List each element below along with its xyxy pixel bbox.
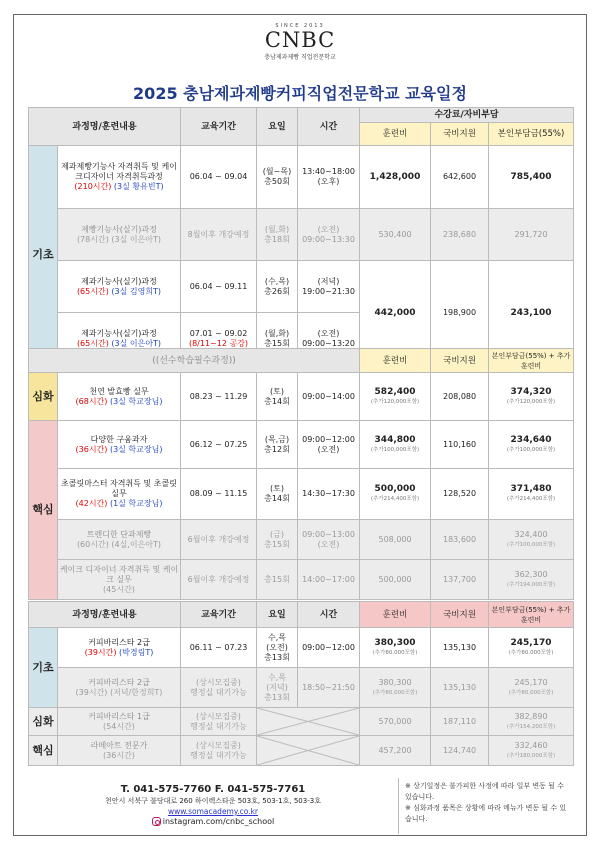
self-pay: 785,400 — [489, 146, 574, 209]
gov-support: 187,110 — [431, 708, 489, 736]
header-gov-support: 국비지원 — [431, 349, 489, 373]
self-note: (추가120,000포함) — [506, 398, 556, 405]
course-hours: (42시간) — [75, 499, 108, 508]
time-note: (오전) — [317, 444, 340, 454]
empty-cell — [257, 736, 360, 766]
website-link[interactable]: www.somacademy.co.kr — [167, 807, 259, 816]
course-time — [298, 146, 360, 209]
course-hours: (65시간) — [76, 338, 109, 348]
header-days: 요일 — [257, 602, 298, 628]
course-period: 6월이후 개강예정 — [181, 560, 257, 600]
course-days — [257, 421, 298, 469]
notice-box — [398, 778, 573, 834]
course-room: (3실 학교장님) — [109, 444, 163, 454]
course-room: (3실 황유빈T) — [113, 182, 164, 191]
instagram-handle: instagram.com/cnbc_school — [162, 817, 275, 826]
self-value: 324,400 — [514, 529, 548, 539]
notice-1: ※ 상기일정은 불가피한 사정에 따라 일부 변동 될 수 있습니다. — [405, 782, 564, 801]
gov-support: 642,600 — [431, 146, 489, 209]
header-self-pay: 본인부담금(55%) + 추가훈련비 — [489, 349, 574, 373]
course-period: 06.11 ~ 07.23 — [181, 628, 257, 668]
instagram-icon — [152, 817, 161, 826]
time-text: 13:40~18:00 — [302, 167, 355, 176]
fee-value: 380,300 — [378, 677, 412, 687]
notice-2: ※ 심화과정 품목은 상황에 따라 메뉴가 변동 될 수 있습니다. — [405, 804, 567, 823]
training-fee — [360, 373, 431, 421]
course-days — [257, 668, 298, 708]
header-self-pay: 본인부담금(55%) — [489, 123, 574, 146]
fee-note: (추가100,000포함) — [370, 446, 420, 453]
coffee-course-table — [28, 601, 574, 766]
count-text: 총12회 — [264, 444, 290, 454]
training-fee — [360, 668, 431, 708]
footer — [28, 778, 573, 834]
course-name: 커피바리스타 2급 — [88, 677, 150, 687]
time-text: 09:00~13:00 — [302, 529, 355, 539]
course-room: (1실 학교장님) — [109, 499, 163, 508]
days-note: (저녁) — [266, 682, 288, 692]
course-sub: (78시간) (3실 이은아T) — [76, 234, 162, 244]
days-text: (월~목) — [262, 167, 292, 176]
school-logo — [14, 23, 586, 61]
count-text: 총13회 — [264, 692, 290, 702]
course-sub: (36시간) — [103, 750, 135, 760]
gov-support: 198,900 — [431, 261, 489, 365]
gov-support: 135,130 — [431, 668, 489, 708]
count-text: 총14회 — [264, 494, 290, 503]
training-fee — [360, 421, 431, 469]
time-note: 09:00~13:20 — [302, 338, 355, 348]
fee-value: 344,800 — [374, 434, 416, 445]
course-days — [257, 469, 298, 520]
count-text: 총15회 — [264, 539, 290, 549]
training-fee — [360, 628, 431, 668]
header-fee-group: 수강료/자비부담 — [360, 108, 574, 123]
gov-support: 238,680 — [431, 209, 489, 261]
course-name: 제과제빵기능사 자격취득 및 케이크디자이너 자격취득과정 — [61, 162, 177, 181]
course-hours: (65시간) — [76, 286, 109, 296]
page-title: 2025 충남제과제빵커피직업전문학교 교육일정 — [133, 84, 467, 103]
period-note: (8/11~12 공강) — [188, 338, 249, 348]
course-sub: (45시간) — [103, 584, 135, 594]
self-value: 245,170 — [514, 677, 548, 687]
self-value: 362,300 — [514, 569, 548, 579]
self-note: (추가80,000포함) — [508, 649, 554, 656]
course-hours: (210시간) — [74, 182, 112, 191]
course-name: 제과기능사(실기)과정 — [81, 328, 157, 338]
cross-out-mark — [257, 708, 359, 735]
self-value: 374,320 — [510, 386, 552, 397]
level-advanced: 심화 — [29, 708, 58, 736]
header-training-fee: 훈련비 — [360, 602, 431, 628]
course-days: 총15회 — [257, 560, 298, 600]
level-basic: 기초 — [29, 628, 58, 708]
period-text: 07.01 ~ 09.02 — [189, 328, 248, 338]
level-core: 핵심 — [29, 421, 58, 600]
self-note: (추가154,200포함) — [506, 723, 556, 730]
gov-support: 137,700 — [431, 560, 489, 600]
days-text: (토) — [270, 484, 284, 493]
training-fee: 457,200 — [360, 736, 431, 766]
self-note: (추가100,000포함) — [506, 446, 556, 453]
time-text: (오전) — [317, 328, 340, 338]
self-note: (추가194,000포함) — [506, 581, 556, 588]
days-text: 수,목 — [268, 632, 286, 642]
schedule-sheet — [13, 14, 587, 836]
self-note: (추가180,000포함) — [506, 752, 556, 759]
basic-course-table — [28, 107, 574, 365]
header-time: 시간 — [298, 602, 360, 628]
period-note: 행정실 대기가능 — [190, 721, 247, 731]
logo-subtitle: 충남제과제빵 직업전문학교 — [264, 54, 336, 61]
self-pay: 243,100 — [489, 261, 574, 365]
course-time: 14:00~17:00 — [298, 560, 360, 600]
time-note: (오후) — [317, 177, 340, 186]
course-room: (3실 김영희T) — [111, 286, 162, 296]
gov-support: 110,160 — [431, 421, 489, 469]
period-note: 행정실 대기가능 — [190, 687, 247, 697]
training-fee: 442,000 — [360, 261, 431, 365]
section-prerequisite: ((선수학습필수과정)) — [29, 349, 360, 373]
self-note: (추가80,000포함) — [508, 689, 554, 696]
course-name: 제빵기능사(실기)과정 — [81, 224, 157, 234]
time-text: (저녁) — [317, 276, 340, 286]
fee-value: 380,300 — [374, 637, 416, 648]
course-period: 08.09 ~ 11.15 — [181, 469, 257, 520]
count-text: 총18회 — [264, 234, 290, 244]
course-period: 6월이후 개강예정 — [181, 520, 257, 560]
course-hours: (39시간) — [84, 647, 117, 657]
course-days — [257, 261, 298, 313]
logo-mark: CNBC — [264, 28, 336, 52]
course-period: 08.23 ~ 11.29 — [181, 373, 257, 421]
training-fee: 508,000 — [360, 520, 431, 560]
header-period: 교육기간 — [181, 108, 257, 146]
level-basic: 기초 — [29, 146, 58, 365]
course-cell — [58, 469, 181, 520]
count-text: 총26회 — [264, 286, 290, 296]
course-period: 06.04 ~ 09.11 — [181, 261, 257, 313]
course-name: 라떼아트 전문가 — [90, 740, 148, 750]
course-name: 제과기능사(실기)과정 — [81, 276, 157, 286]
course-name: 천연 발효빵 실무 — [89, 386, 149, 396]
course-time — [298, 421, 360, 469]
header-gov-support: 국비지원 — [431, 602, 489, 628]
course-time — [298, 209, 360, 261]
self-value: 245,170 — [510, 637, 552, 648]
days-text: 수,목 — [268, 672, 286, 682]
course-time: 09:00~12:00 — [298, 628, 360, 668]
course-days — [257, 628, 298, 668]
header-self-pay: 본인부담금(55%) + 추가훈련비 — [489, 602, 574, 628]
gov-support: 135,130 — [431, 628, 489, 668]
course-time: 18:50~21:50 — [298, 668, 360, 708]
self-pay — [489, 708, 574, 736]
course-period — [181, 736, 257, 766]
course-cell — [58, 209, 181, 261]
time-text: (오전) — [317, 224, 340, 234]
self-value: 234,640 — [510, 434, 552, 445]
count-text: 총50회 — [264, 177, 290, 186]
course-cell — [58, 261, 181, 313]
period-note: 행정실 대기가능 — [190, 750, 247, 760]
training-fee: 1,428,000 — [360, 146, 431, 209]
address: 천안시 서북구 불당대로 260 하이렉스타운 503호, 503-1호, 503-3호 — [105, 797, 321, 805]
course-hours: (68시간) — [75, 396, 108, 406]
course-time — [298, 520, 360, 560]
course-days — [257, 520, 298, 560]
cross-out-mark — [257, 736, 359, 765]
self-pay — [489, 668, 574, 708]
header-course-name: 과정명/훈련내용 — [29, 108, 181, 146]
gov-support: 128,520 — [431, 469, 489, 520]
course-cell — [58, 520, 181, 560]
course-sub: (54시간) — [103, 721, 135, 731]
header-time: 시간 — [298, 108, 360, 146]
course-time — [298, 261, 360, 313]
logo-since: SINCE 2013 — [275, 23, 325, 29]
count-text: 총15회 — [264, 338, 290, 348]
header-course-name: 과정명/훈련내용 — [29, 602, 181, 628]
course-name: 커피바리스타 1급 — [88, 711, 150, 721]
contact-info — [28, 778, 398, 834]
training-fee: 500,000 — [360, 560, 431, 600]
self-value: 371,480 — [510, 484, 552, 494]
course-days — [257, 373, 298, 421]
advanced-course-table — [28, 348, 574, 600]
course-period — [181, 708, 257, 736]
course-cell — [58, 628, 181, 668]
course-room: (3실 이은아T) — [111, 338, 162, 348]
days-text: (금) — [270, 529, 284, 539]
fee-note: (추가120,000포함) — [370, 398, 420, 405]
header-training-fee: 훈련비 — [360, 123, 431, 146]
level-core: 핵심 — [29, 736, 58, 766]
days-text: (목,금) — [264, 434, 290, 444]
time-text: 09:00~12:00 — [302, 434, 355, 444]
days-text: (토) — [270, 386, 284, 396]
self-pay — [489, 373, 574, 421]
course-time: 09:00~14:00 — [298, 373, 360, 421]
self-pay — [489, 628, 574, 668]
training-fee — [360, 469, 431, 520]
self-value: 332,460 — [514, 740, 548, 750]
course-cell — [58, 708, 181, 736]
course-cell — [58, 560, 181, 600]
course-room: (박경림T) — [119, 647, 154, 657]
period-text: (상시모집중) — [196, 677, 241, 687]
header-training-fee: 훈련비 — [360, 349, 431, 373]
course-period: 8월이후 개강예정 — [181, 209, 257, 261]
phone-fax: T. 041-575-7760 F. 041-575-7761 — [120, 784, 306, 795]
self-pay — [489, 469, 574, 520]
course-name: 트렌디한 단과제빵 — [86, 529, 152, 539]
fee-value: 500,000 — [374, 484, 416, 494]
header-period: 교육기간 — [181, 602, 257, 628]
self-value: 382,890 — [514, 711, 548, 721]
course-hours: (36시간) — [75, 444, 108, 454]
course-period: 06.12 ~ 07.25 — [181, 421, 257, 469]
self-pay: 291,720 — [489, 209, 574, 261]
course-name: 초콜릿마스터 자격취득 및 초콜릿 실무 — [61, 479, 177, 498]
self-note: (추가100,000포함) — [506, 541, 556, 548]
fee-note: (추가80,000포함) — [372, 689, 418, 696]
course-name: 커피바리스타 2급 — [88, 637, 150, 647]
course-days — [257, 209, 298, 261]
course-cell — [58, 421, 181, 469]
gov-support: 183,600 — [431, 520, 489, 560]
time-note: (오전) — [317, 539, 340, 549]
header-gov-support: 국비지원 — [431, 123, 489, 146]
instagram-link[interactable] — [28, 817, 398, 826]
course-name: 케이크 디자이너 자격취득 및 케이크 실무 — [59, 564, 179, 584]
period-text: (상시모집중) — [196, 711, 241, 721]
days-text: (월,화) — [264, 328, 290, 338]
course-sub: (60시간) (4실,이은아T) — [76, 539, 162, 549]
course-cell — [58, 373, 181, 421]
days-text: (수,목) — [264, 276, 290, 286]
course-cell — [58, 146, 181, 209]
self-pay — [489, 736, 574, 766]
header-days: 요일 — [257, 108, 298, 146]
time-note: 09:00~13:30 — [302, 234, 355, 244]
period-text: (상시모집중) — [196, 740, 241, 750]
gov-support: 208,080 — [431, 373, 489, 421]
course-sub: (39시간) (저녁/한정희T) — [75, 687, 163, 697]
course-cell — [58, 736, 181, 766]
self-note: (추가214,400포함) — [506, 496, 556, 502]
days-note: (오전) — [266, 642, 288, 652]
course-cell — [58, 668, 181, 708]
course-days — [257, 146, 298, 209]
course-room: (3실 학교장님) — [109, 396, 163, 406]
course-period: 06.04 ~ 09.04 — [181, 146, 257, 209]
gov-support: 124,740 — [431, 736, 489, 766]
course-period — [181, 668, 257, 708]
training-fee: 530,400 — [360, 209, 431, 261]
self-pay — [489, 560, 574, 600]
count-text: 총13회 — [264, 652, 290, 662]
course-time: 14:30~17:30 — [298, 469, 360, 520]
days-text: (월,화) — [264, 224, 290, 234]
self-pay — [489, 421, 574, 469]
time-note: 19:00~21:30 — [302, 286, 355, 296]
fee-value: 582,400 — [374, 386, 416, 397]
count-text: 총14회 — [264, 396, 290, 406]
training-fee: 570,000 — [360, 708, 431, 736]
level-advanced: 심화 — [29, 373, 58, 421]
fee-note: (추가214,400포함) — [370, 496, 420, 502]
course-name: 다양한 구움과자 — [90, 434, 148, 444]
empty-cell — [257, 708, 360, 736]
self-pay — [489, 520, 574, 560]
fee-note: (추가80,000포함) — [372, 649, 418, 656]
